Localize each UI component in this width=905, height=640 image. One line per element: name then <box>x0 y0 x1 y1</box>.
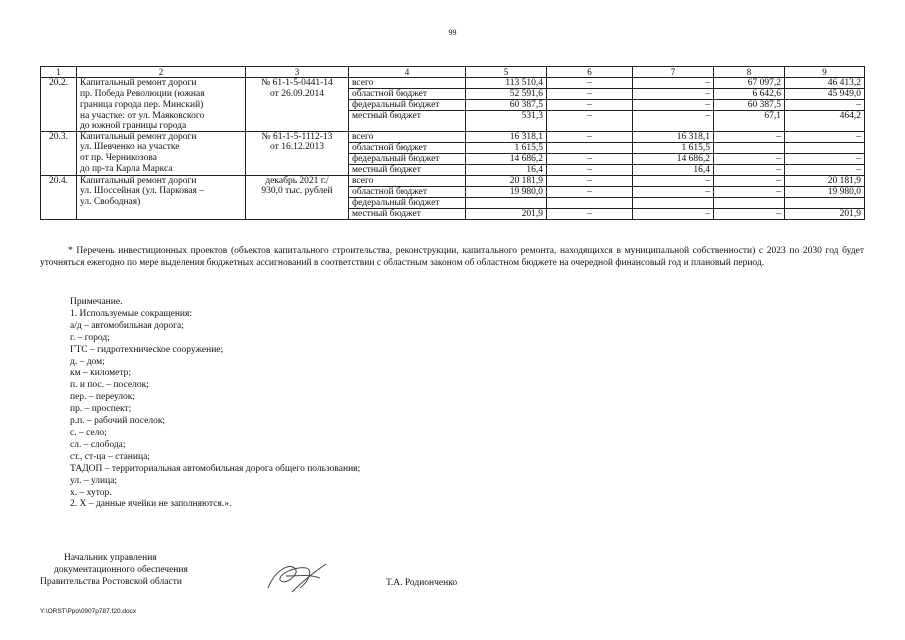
abbreviation-item: х. – хутор. <box>70 487 112 498</box>
column-header: 9 <box>785 67 865 78</box>
table-row <box>41 186 865 197</box>
year-value: – <box>714 153 785 164</box>
funding-source: федеральный бюджет <box>349 153 466 164</box>
item-number <box>41 89 77 100</box>
page-number: 99 <box>448 28 457 37</box>
table-row <box>41 153 865 164</box>
year-value: – <box>785 100 865 111</box>
abbreviation-item: п. и пос. – поселок; <box>70 380 149 391</box>
project-name-line: от пр. Черникозова <box>77 153 246 164</box>
year-value <box>547 197 633 208</box>
document-line <box>246 208 349 219</box>
abbreviation-item: а/д – автомобильная дорога; <box>70 320 184 331</box>
document-line <box>246 153 349 164</box>
abbreviation-item: ул. – улица; <box>70 475 118 486</box>
item-number <box>41 153 77 164</box>
investment-table <box>40 66 865 220</box>
document-line <box>246 164 349 175</box>
column-header: 8 <box>714 67 785 78</box>
abbreviation-item: пр. – проспект; <box>70 404 132 415</box>
year-value: 19 980,0 <box>785 186 865 197</box>
project-name-line: ул. Шоссейная (ул. Парковая – <box>77 186 246 197</box>
document-line: № 61-1-5-1112-13 <box>246 131 349 142</box>
abbreviations-note <box>70 297 360 511</box>
year-value: – <box>633 100 714 111</box>
column-header: 1 <box>41 67 77 78</box>
footnote: * Перечень инвестиционных проектов (объектов капитального строительства, реконструкции, капитального ремонта, находящихся в муниципальной собственности) с 2023 по 2030 год будет уточняться ежегодно по мере выделения бюджетных ассигнований в соответствии с областным законом об областном бюджете на очередной финансовый год и плановый период. <box>40 246 864 268</box>
year-value: – <box>785 153 865 164</box>
year-value: – <box>547 153 633 164</box>
project-name-line: граница города пер. Минский) <box>77 100 246 111</box>
year-value: 1 615,5 <box>633 142 714 153</box>
total-value: 531,3 <box>466 111 547 132</box>
project-name-line: до южной границы города <box>80 120 187 131</box>
year-value: – <box>633 78 714 89</box>
year-value: 6 642,6 <box>714 89 785 100</box>
table-row <box>41 89 865 100</box>
signer-title-line: Начальник управления <box>64 553 157 563</box>
abbreviation-item: пер. – переулок; <box>70 392 136 403</box>
column-header: 4 <box>349 67 466 78</box>
item-number: 20.4. <box>41 175 77 186</box>
abbreviation-item: ГТС – гидротехническое сооружение; <box>70 344 224 355</box>
abbreviation-item: ТАДОП – территориальная автомобильная дорога общего пользования; <box>70 463 361 474</box>
signer-name: Т.А. Родионченко <box>386 578 458 588</box>
funding-source: областной бюджет <box>349 186 466 197</box>
year-value: 20 181,9 <box>785 175 865 186</box>
column-header: 7 <box>633 67 714 78</box>
abbreviation-item: сл. – слобода; <box>70 439 126 450</box>
year-value: 201,9 <box>785 208 865 219</box>
year-value: – <box>547 111 633 132</box>
abbreviation-item: ст., ст-ца – станица; <box>70 451 150 462</box>
year-value: – <box>547 164 633 175</box>
year-value: 45 949,0 <box>785 89 865 100</box>
document-line <box>246 100 349 111</box>
year-value: 46 413,2 <box>785 78 865 89</box>
year-value: – <box>714 164 785 175</box>
item-number: 20.3. <box>41 131 77 142</box>
handwritten-signature <box>262 558 332 598</box>
year-value: – <box>714 208 785 219</box>
column-header: 6 <box>547 67 633 78</box>
year-value: – <box>547 175 633 186</box>
year-value: – <box>547 186 633 197</box>
year-value: – <box>785 131 865 142</box>
signer-title-line: документационного обеспечения <box>54 565 188 575</box>
year-value: – <box>547 89 633 100</box>
total-value: 20 181,9 <box>466 175 547 186</box>
year-value: 14 686,2 <box>633 153 714 164</box>
table-row <box>41 78 865 89</box>
table-row <box>41 164 865 175</box>
item-number <box>41 100 77 111</box>
table-row <box>41 142 865 153</box>
total-value: 52 591,6 <box>466 89 547 100</box>
column-header: 2 <box>77 67 246 78</box>
year-value: – <box>547 131 633 142</box>
year-value <box>714 142 785 153</box>
funding-source: областной бюджет <box>349 89 466 100</box>
table-row <box>41 208 865 219</box>
abbreviation-item: г. – город; <box>70 332 110 343</box>
project-name-line: Капитальный ремонт дороги <box>77 131 246 142</box>
total-value: 16 318,1 <box>466 131 547 142</box>
signature-block <box>40 552 188 588</box>
item-number <box>41 186 77 197</box>
total-value: 19 980,0 <box>466 186 547 197</box>
document-line <box>246 111 349 132</box>
table-row <box>41 131 865 142</box>
funding-source: всего <box>349 131 466 142</box>
year-value: – <box>633 208 714 219</box>
note-title: Примечание. <box>70 297 123 307</box>
document-line: 930,0 тыс. рублей <box>246 186 349 197</box>
project-name-line: пр. Победа Революции (южная <box>77 89 246 100</box>
year-value: 16,4 <box>633 164 714 175</box>
project-name-line: ул. Свободная) <box>77 197 246 208</box>
year-value: 67 097,2 <box>714 78 785 89</box>
abbreviation-item: 1. Используемые сокращения: <box>70 308 192 319</box>
year-value <box>547 142 633 153</box>
table-row <box>41 100 865 111</box>
abbreviation-item: км – километр; <box>70 368 132 379</box>
table-row <box>41 197 865 208</box>
document-line: от 16.12.2013 <box>246 142 349 153</box>
year-value: – <box>547 78 633 89</box>
project-name-line <box>77 208 246 219</box>
funding-source: местный бюджет <box>349 208 466 219</box>
total-value: 60 387,5 <box>466 100 547 111</box>
table-row <box>41 111 865 132</box>
year-value: – <box>714 131 785 142</box>
project-name-line: ул. Шевченко на участке <box>77 142 246 153</box>
table-row <box>41 175 865 186</box>
abbreviation-item: 2. Х – данные ячейки не заполняются.». <box>70 499 232 510</box>
abbreviation-item: д. – дом; <box>70 356 105 367</box>
abbreviation-item: р.п. – рабочий поселок; <box>70 416 166 427</box>
project-name-line: Капитальный ремонт дороги <box>77 78 246 89</box>
year-value: – <box>547 208 633 219</box>
year-value <box>633 197 714 208</box>
funding-source: местный бюджет <box>349 111 466 132</box>
item-number <box>41 208 77 219</box>
year-value: 464,2 <box>785 111 865 132</box>
funding-source: всего <box>349 175 466 186</box>
item-number <box>41 197 77 208</box>
year-value: 60 387,5 <box>714 100 785 111</box>
year-value <box>714 197 785 208</box>
project-name-line: на участке: от ул. Маяковского <box>80 110 205 121</box>
document-line: декабрь 2021 г./ <box>246 175 349 186</box>
year-value: 67,1 <box>714 111 785 132</box>
table-header-row <box>41 67 865 78</box>
abbreviation-item: с. – село; <box>70 427 107 438</box>
year-value: 16 318,1 <box>633 131 714 142</box>
project-name-line: до пр-та Карла Маркса <box>77 164 246 175</box>
total-value: 14 686,2 <box>466 153 547 164</box>
file-path: Y:\ORST\Ppo\0907p787.f20.docx <box>40 608 137 615</box>
year-value: – <box>547 100 633 111</box>
year-value <box>785 197 865 208</box>
year-value: – <box>633 175 714 186</box>
funding-source: федеральный бюджет <box>349 100 466 111</box>
funding-source: областной бюджет <box>349 142 466 153</box>
project-name-line <box>77 111 246 132</box>
item-number: 20.2. <box>41 78 77 89</box>
funding-source: федеральный бюджет <box>349 197 466 208</box>
year-value <box>785 142 865 153</box>
item-number <box>41 111 77 132</box>
total-value: 1 615,5 <box>466 142 547 153</box>
total-value: 16,4 <box>466 164 547 175</box>
item-number <box>41 142 77 153</box>
document-line <box>246 197 349 208</box>
year-value: – <box>633 186 714 197</box>
total-value: 201,9 <box>466 208 547 219</box>
year-value: – <box>633 89 714 100</box>
year-value: – <box>714 175 785 186</box>
project-name-line: Капитальный ремонт дороги <box>77 175 246 186</box>
year-value: – <box>633 111 714 132</box>
total-value <box>466 197 547 208</box>
funding-source: всего <box>349 78 466 89</box>
signer-title-line: Правительства Ростовской области <box>40 577 182 587</box>
funding-source: местный бюджет <box>349 164 466 175</box>
document-line: от 26.09.2014 <box>246 89 349 100</box>
year-value: – <box>714 186 785 197</box>
total-value: 113 510,4 <box>466 78 547 89</box>
item-number <box>41 164 77 175</box>
column-header: 5 <box>466 67 547 78</box>
year-value: – <box>785 164 865 175</box>
column-header: 3 <box>246 67 349 78</box>
document-line: № 61-1-5-0441-14 <box>246 78 349 89</box>
